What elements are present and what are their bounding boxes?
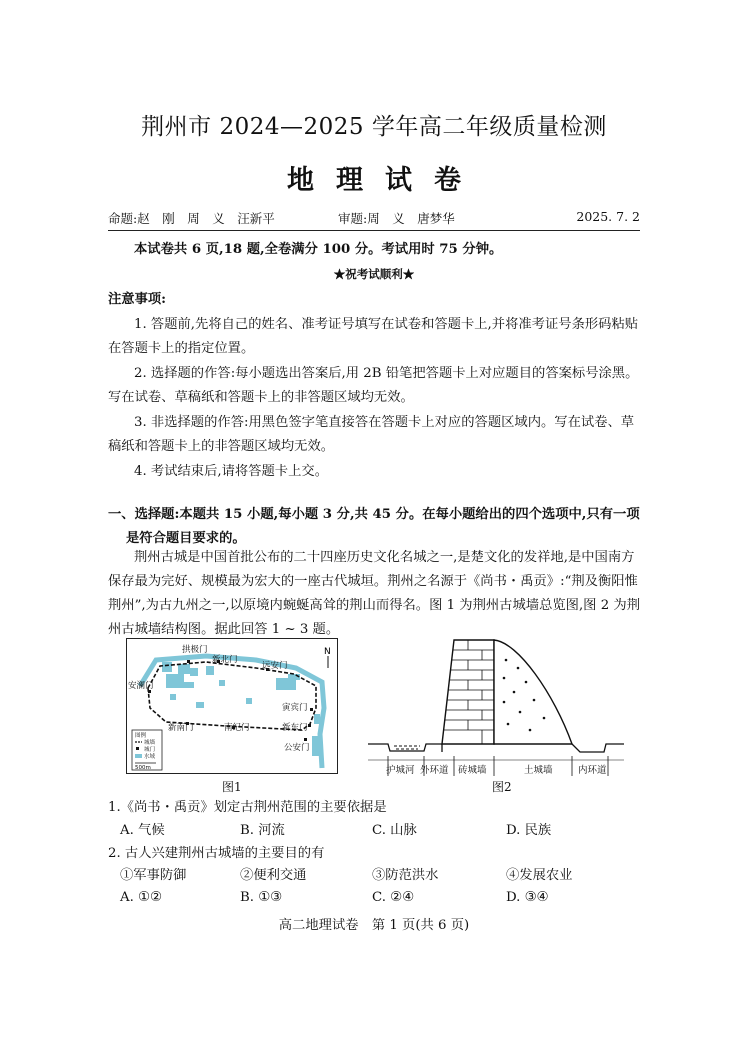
gate-label: 公安门 — [284, 743, 310, 753]
option-a[interactable]: A. 气候 — [120, 823, 165, 838]
legend-item: 城墙 — [144, 740, 156, 746]
note-item: 1. 答题前,先将自己的姓名、准考证号填写在试卷和答题卡上,并将准考证号条形码粘贴在答题卡上的指定位置。 — [108, 317, 639, 356]
section-heading: 一、选择题:本题共 15 小题,每小题 3 分,共 45 分。在每小题给出的四个选项中,只有一项是符合题目要求的。 — [108, 507, 640, 546]
option-b[interactable]: B. ①③ — [240, 890, 283, 905]
good-luck-wish: ★祝考试顺利★ — [333, 267, 415, 281]
authors: 命题:赵 刚 周 义 汪新平 — [108, 211, 275, 226]
option-c[interactable]: C. ②④ — [372, 890, 414, 905]
legend-item: 水域 — [144, 754, 156, 760]
statement-item: ④发展农业 — [506, 868, 573, 883]
statement-item: ③防范洪水 — [372, 868, 439, 883]
option-d[interactable]: D. ③④ — [506, 890, 549, 905]
statement-item: ②便利交通 — [240, 868, 307, 883]
reading-passage: 荆州古城是中国首批公布的二十四座历史文化名城之一,是楚文化的发祥地,是中国南方保存最为完好、规模最为宏大的一座古代城垣。荆州之名源于《尚书・禹贡》:“荆及衡阳惟荆州”,为古九州之一,以原境内蜿蜒高耸的荆山而得名。图 1 为荆州古城墙总览图,图 2 为荆州古城墙结构图。据此回答 1 ~ 3 题。 — [108, 550, 640, 637]
legend-title: 图例 — [135, 733, 147, 739]
question-2-stem: 2. 古人兴建荆州古城墙的主要目的有 — [108, 846, 325, 861]
notes-heading: 注意事项: — [108, 292, 167, 307]
note-item: 4. 考试结束后,请将答题卡上交。 — [134, 464, 328, 479]
wall-structure-diagram — [368, 634, 624, 780]
exam-summary: 本试卷共 6 页,18 题,全卷满分 100 分。考试用时 75 分钟。 — [134, 242, 503, 257]
gate-label: 新东门 — [282, 723, 308, 733]
option-c[interactable]: C. 山脉 — [372, 823, 417, 838]
option-a[interactable]: A. ①② — [120, 890, 162, 905]
north-label: N — [324, 647, 331, 657]
gate-label: 新北门 — [212, 655, 238, 665]
exam-title: 荆州市 2024—2025 学年高二年级质量检测 — [141, 114, 607, 140]
statement-item: ①军事防御 — [120, 868, 187, 883]
map-scale: 500m — [135, 765, 151, 771]
structure-label: 砖城墙 — [458, 765, 487, 776]
exam-date: 2025. 7. 2 — [576, 209, 640, 224]
figure2-diagram — [368, 634, 624, 780]
structure-label: 外环道 — [420, 765, 449, 776]
city-wall-map — [126, 638, 338, 774]
structure-label: 内环道 — [578, 765, 607, 776]
gate-label: 远安门 — [262, 661, 288, 671]
option-d[interactable]: D. 民族 — [506, 823, 552, 838]
gate-label: 寅宾门 — [282, 703, 308, 713]
note-item: 2. 选择题的作答:每小题选出答案后,用 2B 铅笔把答题卡上对应题目的答案标号涂黑。写在试卷、草稿纸和答题卡上的非答题区域均无效。 — [108, 366, 639, 405]
gate-label: 南纪门 — [224, 723, 250, 733]
option-b[interactable]: B. 河流 — [240, 823, 285, 838]
structure-label: 护城河 — [386, 765, 415, 776]
gate-label: 新南门 — [168, 723, 194, 733]
reviewers: 审题:周 义 唐梦华 — [338, 211, 455, 226]
gate-label: 拱极门 — [182, 645, 208, 655]
note-item: 3. 非选择题的作答:用黑色签字笔直接答在答题卡上对应的答题区域内。写在试卷、草稿纸和答题卡上的非答题区域均无效。 — [108, 415, 635, 454]
figure2-caption: 图2 — [492, 780, 512, 794]
gate-label: 安澜门 — [128, 681, 154, 691]
exam-subject: 地理试卷 — [287, 165, 483, 196]
structure-label: 土城墙 — [524, 765, 553, 776]
legend-item: 城门 — [144, 747, 156, 753]
figure1-map — [126, 638, 338, 774]
exam-meta — [108, 209, 640, 227]
earth-wall — [494, 640, 572, 744]
header-divider — [108, 230, 640, 231]
figure1-caption: 图1 — [222, 780, 242, 794]
page-footer: 高二地理试卷 第 1 页(共 6 页) — [278, 918, 470, 933]
notes-list — [108, 313, 640, 484]
question-1-stem: 1.《尚书・禹贡》划定古荆州范围的主要依据是 — [108, 800, 387, 815]
